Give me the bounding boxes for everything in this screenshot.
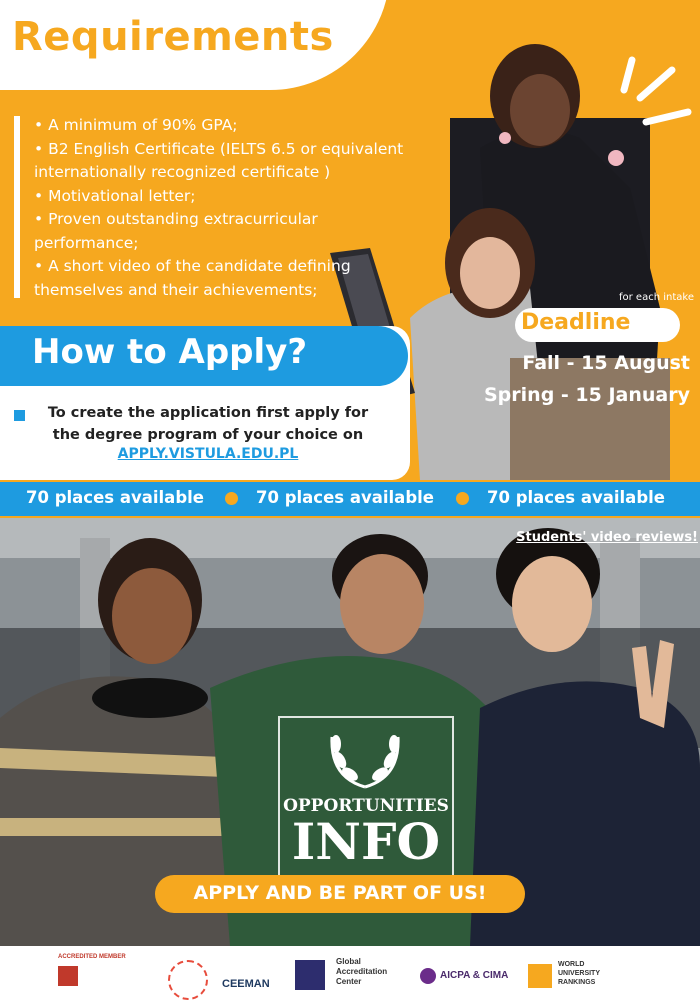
sparkle-decoration-icon bbox=[610, 50, 695, 140]
gac-line: Global bbox=[336, 957, 361, 966]
qs-line: WORLD bbox=[558, 961, 585, 968]
intake-note: for each intake bbox=[619, 292, 694, 303]
watermark-bottom: INFO bbox=[291, 812, 441, 871]
footer-logos bbox=[0, 946, 700, 1000]
places-available: 70 places available bbox=[256, 488, 434, 507]
requirement-line: • Proven outstanding extracurricular bbox=[34, 210, 318, 228]
requirement-line: • A minimum of 90% GPA; bbox=[34, 116, 238, 134]
aicpa-logo-text: AICPA & CIMA bbox=[440, 970, 509, 981]
accredited-member-text: ACCREDITED MEMBER bbox=[58, 954, 126, 960]
places-available: 70 places available bbox=[26, 488, 204, 507]
video-reviews-link[interactable]: Students' video reviews! bbox=[516, 530, 698, 545]
qs-logo-icon bbox=[528, 964, 552, 988]
laurel-wreath-icon bbox=[320, 722, 410, 792]
apply-line: the degree program of your choice on bbox=[52, 427, 364, 443]
qs-logo-text bbox=[558, 960, 600, 987]
deadline-label: Deadline bbox=[521, 310, 631, 335]
requirement-line: themselves and their achievements; bbox=[34, 280, 318, 299]
gac-logo-text bbox=[336, 957, 387, 987]
ceeman-logo: CEEMAN bbox=[222, 978, 270, 990]
requirements-bar bbox=[14, 116, 20, 298]
requirement-line: performance; bbox=[34, 233, 139, 252]
aicpa-logo-icon bbox=[420, 968, 436, 984]
qs-line: UNIVERSITY bbox=[558, 970, 601, 977]
gac-line: Center bbox=[336, 977, 362, 986]
dot-separator-icon bbox=[456, 492, 469, 505]
apply-title: How to Apply? bbox=[32, 332, 308, 372]
requirement-line: • Motivational letter; bbox=[34, 186, 196, 205]
deadline-fall: Fall - 15 August bbox=[522, 352, 690, 374]
requirement-line: • A short video of the candidate defining bbox=[34, 257, 351, 275]
deadline-spring: Spring - 15 January bbox=[484, 384, 690, 406]
watermark-top: OPPORTUNITIES bbox=[283, 796, 449, 816]
qs-line: RANKINGS bbox=[558, 979, 596, 986]
accredited-seal-icon bbox=[168, 960, 208, 1000]
apply-link[interactable]: APPLY.VISTULA.EDU.PL bbox=[117, 446, 299, 462]
cta-text: APPLY AND BE PART OF US! bbox=[193, 882, 487, 904]
places-available: 70 places available bbox=[487, 488, 665, 507]
thi-logo-icon bbox=[58, 966, 78, 986]
apply-line: To create the application first apply for bbox=[47, 405, 369, 421]
requirements-title: Requirements bbox=[12, 14, 334, 60]
requirements-list bbox=[34, 114, 454, 302]
gac-line: Accreditation bbox=[336, 967, 388, 976]
dot-separator-icon bbox=[225, 492, 238, 505]
bullet-square-icon bbox=[14, 410, 25, 421]
requirement-line: • B2 English Certificate (IELTS 6.5 or equivalent bbox=[34, 139, 404, 158]
apply-instructions bbox=[28, 402, 388, 446]
requirement-line: internationally recognized certificate ) bbox=[34, 163, 331, 181]
gac-logo-icon bbox=[295, 960, 325, 990]
